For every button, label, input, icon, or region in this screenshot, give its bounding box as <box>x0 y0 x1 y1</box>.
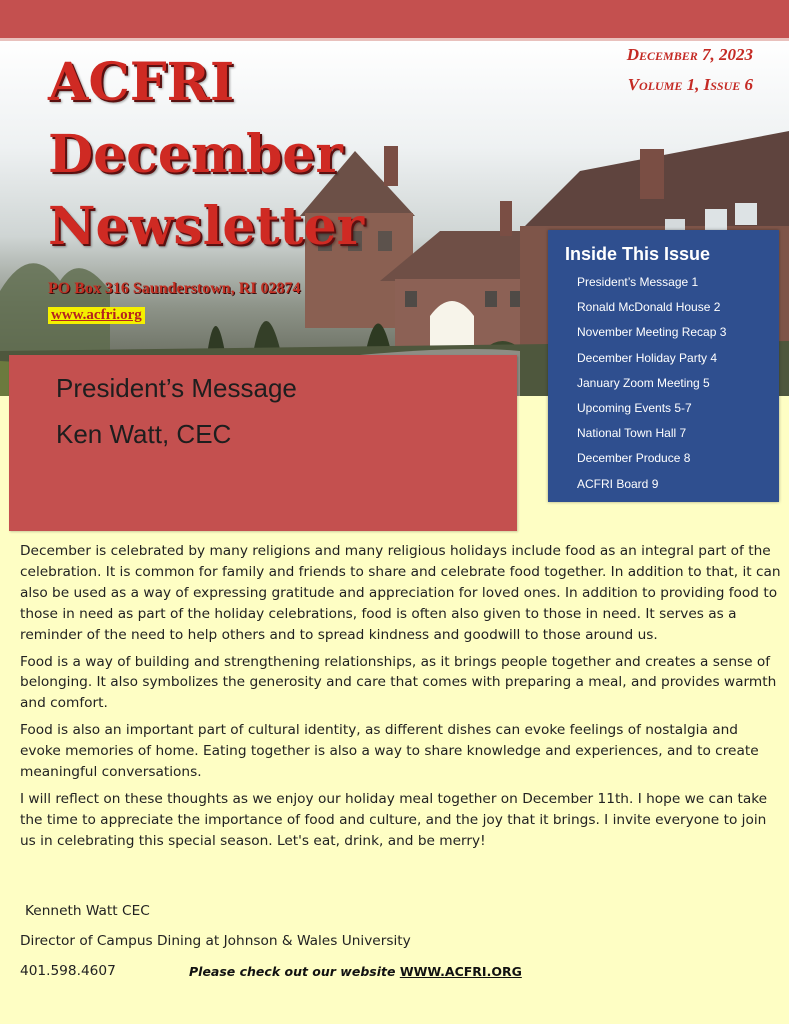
masthead-title-line2: December <box>48 124 343 185</box>
website-callout-link[interactable]: WWW.ACFRI.ORG <box>399 964 522 979</box>
masthead-title-line3: Newsletter <box>48 196 365 257</box>
issue-date: December 7, 2023 <box>626 45 753 64</box>
website-link[interactable]: www.acfri.org <box>48 307 145 324</box>
toc-item: December Holiday Party 4 <box>577 350 718 365</box>
body-paragraph: Food is a way of building and strengthening relationships, as it brings people together and creates a sense of belonging. It also symbolizes the generosity and care that comes with preparing a meal, and provides warmth and comfort. <box>20 653 777 712</box>
top-color-band <box>0 0 789 41</box>
body-paragraph: I will reflect on these thoughts as we enjoy our holiday meal together on December 11th. I hope we can take the time to appreciate the importance of food and culture, and the joy that it brings. I invite everyone to join us in celebrating this special season. Let's eat, drink, and be merry! <box>20 790 768 849</box>
website-callout <box>189 964 522 979</box>
president-message-banner <box>9 355 517 531</box>
toc-item: January Zoom Meeting 5 <box>577 375 710 390</box>
president-name: Ken Watt, CEC <box>56 419 232 449</box>
toc-title: Inside This Issue <box>565 244 711 264</box>
masthead-title-line1: ACFRI <box>48 52 235 113</box>
toc-item: Upcoming Events 5-7 <box>577 400 692 415</box>
toc-list <box>577 275 726 502</box>
president-message-heading: President’s Message <box>56 373 297 403</box>
toc-item: November Meeting Recap 3 <box>577 325 727 340</box>
toc-item: ACFRI Board 9 <box>577 476 659 491</box>
inside-this-issue-box <box>548 230 779 502</box>
mailing-address: PO Box 316 Saunderstown, RI 02874 <box>48 280 301 297</box>
signature-phone: 401.598.4607 <box>20 963 116 979</box>
signature-title: Director of Campus Dining at Johnson & Wales University <box>20 933 411 949</box>
toc-item: Ronald McDonald House 2 <box>577 300 721 315</box>
signature-name: Kenneth Watt CEC <box>25 903 150 919</box>
body-paragraph: December is celebrated by many religions and many religious holidays include food as an integral part of the celebration. It is common for family and friends to share and celebrate food together. In addition to that, it can also be used as a way of expressing gratitude and appreciation for loved ones. In addition to providing food to those in need as part of the holiday celebrations, food is often also given to those in need. It serves as a reminder of the need to help others and to spread kindness and goodwill to those around us. <box>20 543 781 643</box>
president-message-body <box>20 541 782 858</box>
toc-item: President’s Message 1 <box>577 275 699 289</box>
website-callout-text: Please check out our website <box>189 964 400 979</box>
issue-volume: Volume 1, Issue 6 <box>627 75 753 94</box>
body-paragraph: Food is also an important part of cultural identity, as different dishes can evoke feelings of nostalgia and evoke memories of home. Eating together is also a way to share knowledge and experiences, and to create meaningful conversations. <box>20 722 759 781</box>
toc-item: December Produce 8 <box>577 451 691 466</box>
toc-item: National Town Hall 7 <box>577 426 687 441</box>
